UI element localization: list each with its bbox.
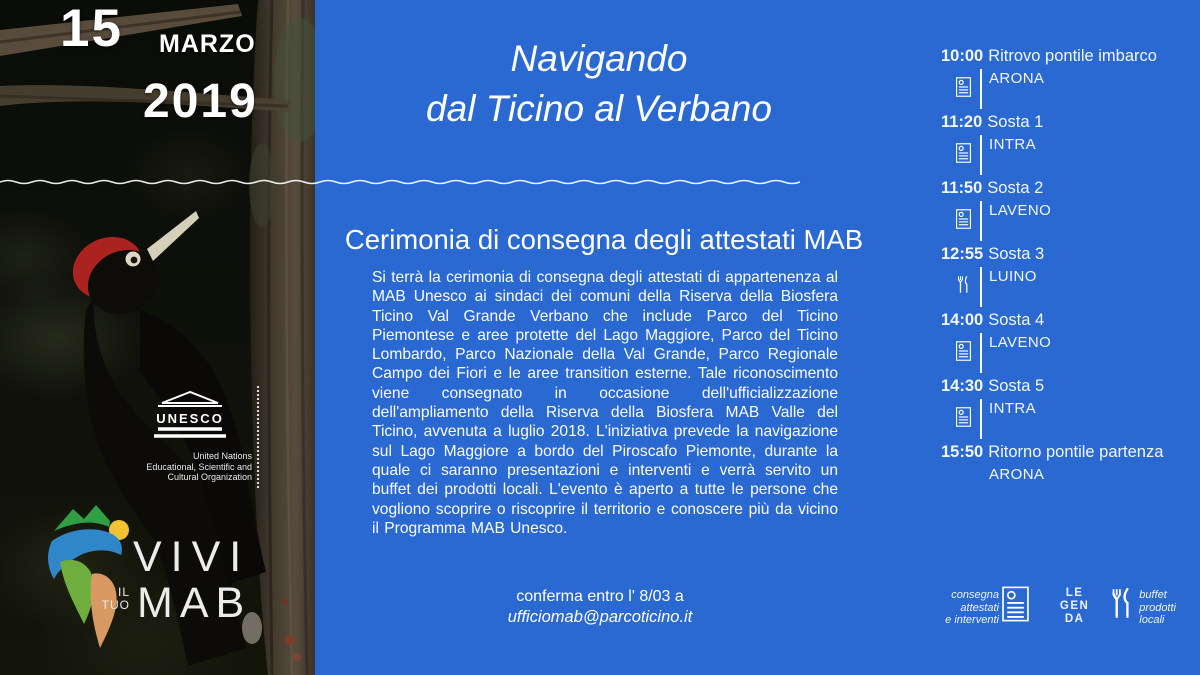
rsvp-email: ufficiomab@parcoticino.it bbox=[507, 608, 693, 626]
stop-location: INTRA bbox=[989, 400, 1036, 417]
timeline-bar bbox=[980, 399, 982, 439]
stop-label: Sosta 2 bbox=[987, 179, 1044, 197]
stop-time: 12:55 bbox=[941, 245, 984, 263]
timeline-entry bbox=[941, 46, 1191, 112]
event-title: Navigando dal Ticino al Verbano bbox=[426, 38, 772, 129]
stop-time: 10:00 bbox=[941, 47, 984, 65]
certificate-icon bbox=[953, 134, 973, 168]
stop-location: ARONA bbox=[989, 466, 1045, 483]
stop-label: Sosta 4 bbox=[988, 311, 1045, 329]
wavy-separator bbox=[0, 177, 805, 187]
timeline-entry bbox=[941, 310, 1191, 376]
stop-time: 15:50 bbox=[941, 443, 984, 461]
certificate-icon bbox=[953, 332, 973, 366]
certificate-icon bbox=[953, 68, 973, 102]
date-month: MARZO bbox=[159, 30, 256, 58]
certificate-icon bbox=[953, 398, 973, 432]
timeline-bar bbox=[980, 201, 982, 241]
stop-location: LUINO bbox=[989, 268, 1037, 285]
timeline-bar bbox=[980, 333, 982, 373]
timeline-entry bbox=[941, 376, 1191, 442]
rsvp-deadline: conferma entro l' 8/03 a bbox=[516, 588, 684, 605]
timeline-entry bbox=[941, 244, 1191, 310]
date-day: 15 bbox=[60, 0, 123, 58]
certificate-icon bbox=[953, 200, 973, 234]
stop-label: Sosta 5 bbox=[988, 377, 1045, 395]
stop-time: 11:50 bbox=[941, 179, 983, 197]
itinerary-timeline bbox=[941, 46, 1191, 508]
stop-time: 14:00 bbox=[941, 311, 984, 329]
stop-time: 14:30 bbox=[941, 377, 984, 395]
legend bbox=[936, 584, 1176, 627]
stop-location: ARONA bbox=[989, 70, 1045, 87]
cutlery-icon bbox=[953, 266, 973, 299]
timeline-bar bbox=[980, 69, 982, 109]
timeline-entry bbox=[941, 112, 1191, 178]
legend-certificate-label: consegna attestati e interventi bbox=[945, 589, 999, 626]
date-year: 2019 bbox=[143, 75, 258, 128]
timeline-bar bbox=[980, 267, 982, 307]
stop-time: 11:20 bbox=[941, 113, 983, 131]
certificate-icon bbox=[1002, 586, 1029, 627]
section-heading: Cerimonia di consegna degli attestati MAB bbox=[344, 224, 864, 255]
timeline-entry bbox=[941, 178, 1191, 244]
unesco-caption: United Nations Educational, Scientific and Cultural Organization bbox=[146, 451, 252, 482]
vivimab-word-vivi: VIVI bbox=[133, 533, 251, 581]
stop-label: Ritrovo pontile imbarco bbox=[988, 47, 1157, 65]
vivimab-prefix: IL TUO bbox=[101, 585, 130, 612]
stop-label: Sosta 3 bbox=[988, 245, 1045, 263]
legend-buffet-label: buffet prodotti locali bbox=[1139, 589, 1176, 626]
legend-title: LE GEN DA bbox=[1059, 587, 1090, 625]
timeline-bar bbox=[980, 135, 982, 175]
stop-label: Sosta 1 bbox=[987, 113, 1044, 131]
cutlery-icon bbox=[1108, 587, 1134, 624]
event-description: Si terrà la cerimonia di consegna degli attestati di appartenenza al MAB Unesco ai sindaci dei comuni della Riserva della Biosfera Ticino Val Grande Verbano che include Parco del Ticino Piemontese e aree protette del Lago Maggiore, Parco del Ticino Lombardo, Parco Nazionale della Val Grande, Parco Regionale Campo dei Fiori e le aree transition esterne. Tale riconoscimento viene consegnato in occasione dell'ufficializzazione dell'ampliamento della Riserva della Biosfera MAB Valle del Ticino, avvenuta a luglio 2018. L'iniziativa prevede la navigazione sul Lago Maggiore a bordo del Piroscafo Piemonte, durante la quale ci saranno presentazioni e interventi e verrà servito un buffet dei prodotti locali. L'evento è aperto a tutte le persone che vogliono scoprire o riscoprire il territorio e conoscere più da vicino il Programma MAB Unesco. bbox=[372, 269, 838, 537]
stop-label: Ritorno pontile partenza bbox=[988, 443, 1164, 461]
woodpecker-photo bbox=[0, 0, 315, 675]
unesco-logo-text: UNESCO bbox=[156, 411, 224, 426]
stop-location: LAVENO bbox=[989, 202, 1052, 219]
rsvp-footer bbox=[350, 586, 850, 628]
timeline-entry bbox=[941, 442, 1191, 508]
stop-location: INTRA bbox=[989, 136, 1036, 153]
vivimab-word-mab: MAB bbox=[137, 579, 252, 627]
stop-location: LAVENO bbox=[989, 334, 1052, 351]
